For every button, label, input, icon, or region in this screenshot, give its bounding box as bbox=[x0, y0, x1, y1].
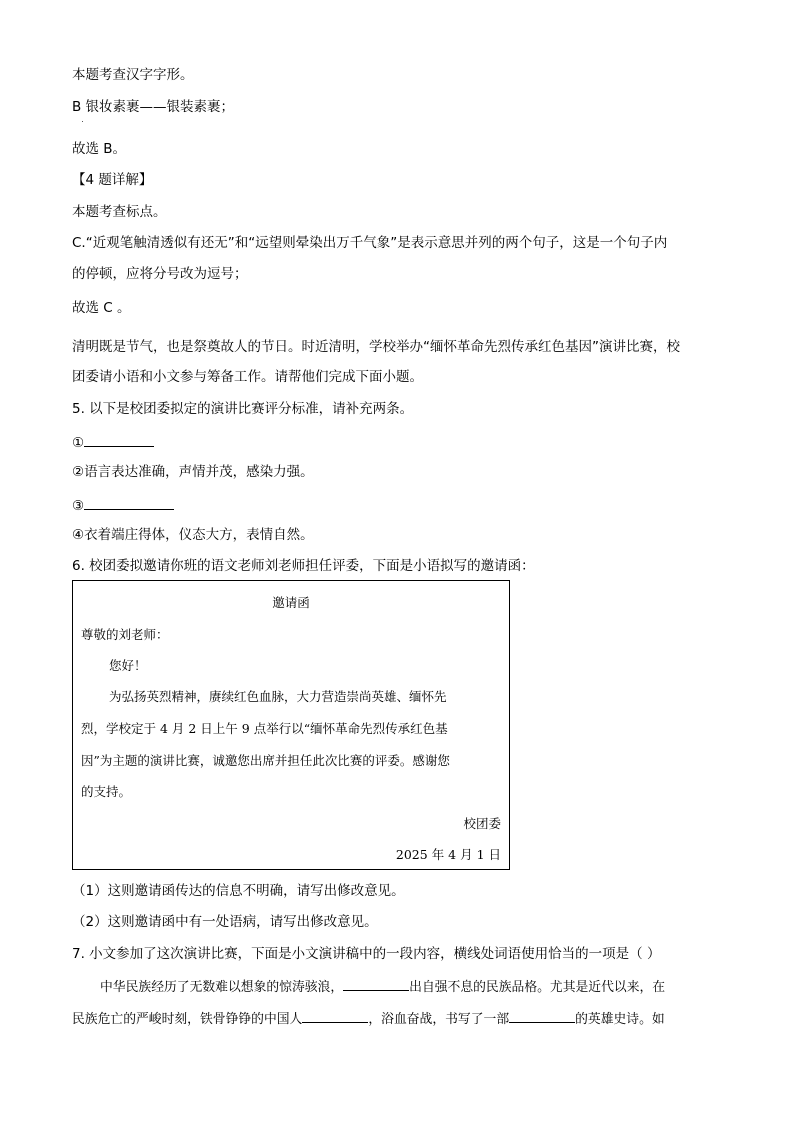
letter-signature: 校团委 bbox=[463, 816, 501, 831]
question-6-sub-1: （1）这则邀请函传达的信息不明确，请写出修改意见。 bbox=[72, 883, 405, 899]
speech-line-1 bbox=[100, 976, 665, 997]
letter-body-line: 因”为主题的演讲比赛，诚邀您出席并担任此次比赛的评委。感谢您 bbox=[81, 753, 450, 768]
speech-text: 民族危亡的严峻时刻，铁骨铮铮的中国人 bbox=[72, 1012, 303, 1027]
answer-blank[interactable] bbox=[509, 1008, 575, 1023]
answer-blank[interactable] bbox=[343, 976, 409, 991]
speech-text: 出自强不息的民族品格。尤其是近代以来，在 bbox=[409, 980, 666, 995]
text-line: 团委请小语和小文参与筹备工作。请帮他们完成下面小题。 bbox=[72, 369, 423, 385]
question-5: 5. 以下是校团委拟定的演讲比赛评分标准，请补充两条。 bbox=[72, 401, 414, 417]
criterion-1 bbox=[72, 432, 154, 452]
criterion-1-label: ① bbox=[72, 435, 85, 451]
text-line: 故选 B。 bbox=[72, 141, 127, 157]
speech-line-2 bbox=[72, 1008, 665, 1029]
criterion-4: ④衣着端庄得体，仪态大方，表情自然。 bbox=[72, 527, 314, 543]
letter-greeting: 您好！ bbox=[109, 658, 147, 673]
letter-salutation: 尊敬的刘老师： bbox=[81, 627, 169, 642]
answer-blank[interactable] bbox=[84, 495, 174, 510]
answer-blank[interactable] bbox=[302, 1008, 368, 1023]
letter-date: 2025 年 4 月 1 日 bbox=[395, 847, 501, 862]
speech-text: ，浴血奋战，书写了一部 bbox=[368, 1012, 510, 1027]
text-line: 本题考查汉字字形。 bbox=[72, 67, 194, 83]
criterion-3 bbox=[72, 495, 174, 515]
question-6: 6. 校团委拟邀请你班的语文老师刘老师担任评委，下面是小语拟写的邀请函： bbox=[72, 558, 535, 574]
question-6-sub-2: （2）这则邀请函中有一处语病，请写出修改意见。 bbox=[72, 914, 378, 930]
question-7: 7. 小文参加了这次演讲比赛，下面是小文演讲稿中的一段内容，横线处词语使用恰当的一项是（ ） bbox=[72, 946, 661, 962]
speech-text: 中华民族经历了无数难以想象的惊涛骇浪， bbox=[100, 980, 344, 995]
letter-body-line: 的支持。 bbox=[81, 784, 132, 799]
text-line: B 银妆素裹——银装素裹； bbox=[72, 99, 235, 115]
criterion-3-label: ③ bbox=[72, 498, 85, 514]
criterion-2: ②语言表达准确，声情并茂，感染力强。 bbox=[72, 464, 314, 480]
answer-blank[interactable] bbox=[84, 432, 154, 447]
invitation-letter-box bbox=[72, 580, 510, 870]
stray-dot bbox=[82, 121, 83, 122]
text-line: 本题考查标点。 bbox=[72, 204, 167, 220]
letter-body-line: 烈，学校定于 4 月 2 日上午 9 点举行以“缅怀革命先烈传承红色基 bbox=[81, 721, 448, 736]
text-line: 的停顿，应将分号改为逗号； bbox=[72, 266, 248, 282]
text-line: 清明既是节气，也是祭奠故人的节日。时近清明，学校举办“缅怀革命先烈传承红色基因”演讲比赛，校 bbox=[72, 339, 680, 355]
text-line: C.“近观笔触清透似有还无”和“远望则晕染出万千气象”是表示意思并列的两个句子，这是一个句子内 bbox=[72, 235, 668, 251]
section-heading: 【4 题详解】 bbox=[72, 172, 153, 188]
letter-body-line: 为弘扬英烈精神，赓续红色血脉，大力营造崇尚英雄、缅怀先 bbox=[109, 689, 447, 704]
letter-title: 邀请函 bbox=[272, 595, 310, 610]
speech-text: 的英雄史诗。如 bbox=[575, 1012, 665, 1027]
text-line: 故选 C 。 bbox=[72, 300, 131, 316]
